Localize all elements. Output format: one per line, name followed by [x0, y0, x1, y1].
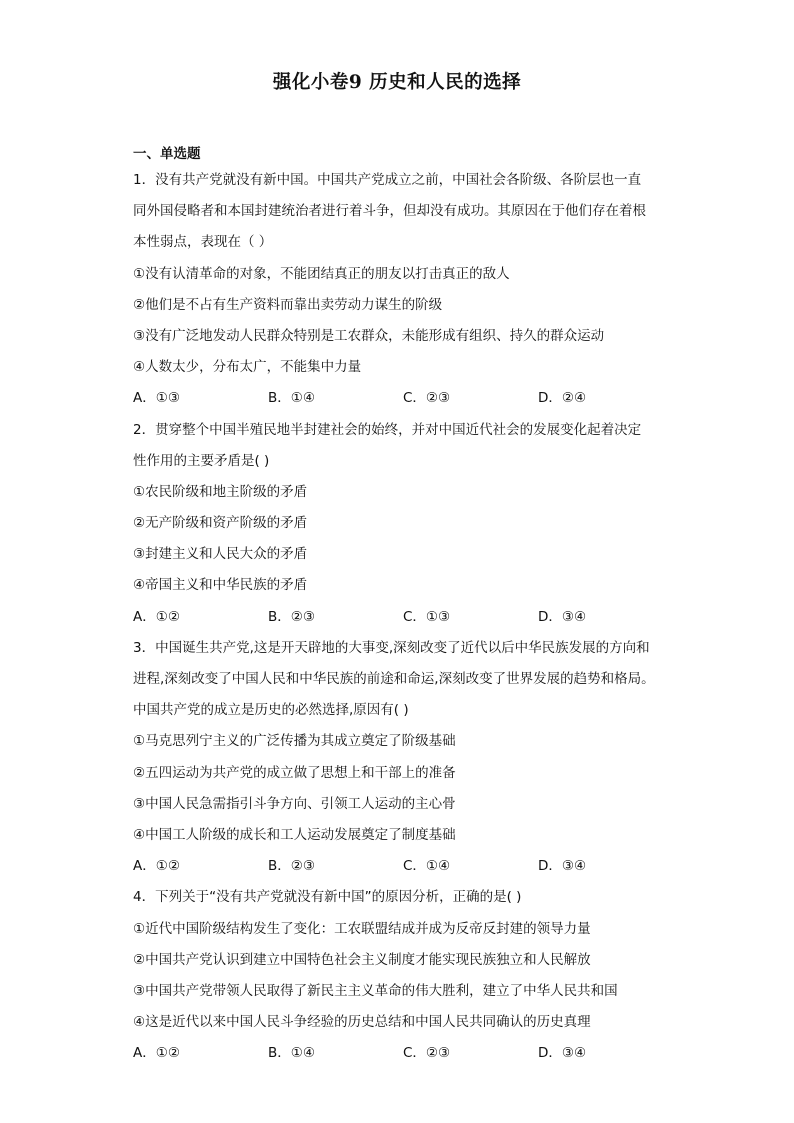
answer-options [133, 1038, 673, 1069]
question-stem: 2．贯穿整个中国半殖民地半封建社会的始终，并对中国近代社会的发展变化起着决定 [133, 421, 642, 438]
question-line: 中国共产党的成立是历史的必然选择,原因有( ) [133, 702, 409, 719]
question-line: ②五四运动为共产党的成立做了思想上和干部上的准备 [133, 764, 456, 781]
answer-option[interactable]: D．②④ [538, 390, 587, 407]
answer-option[interactable]: A．①② [133, 1045, 180, 1062]
question-line: ②无产阶级和资产阶级的矛盾 [133, 515, 308, 532]
question-line: 同外国侵略者和本国封建统治者进行着斗争，但却没有成功。其原因在于他们存在着根 [133, 203, 646, 220]
answer-option[interactable]: C．①③ [403, 608, 451, 625]
answer-option[interactable]: A．①② [133, 608, 180, 625]
answer-option[interactable]: B．①④ [268, 1045, 315, 1062]
question-stem: 4．下列关于“没有共产党就没有新中国”的原因分析，正确的是( ) [133, 889, 522, 906]
answer-option[interactable]: C．②③ [403, 390, 451, 407]
answer-option[interactable]: D．③④ [538, 858, 587, 875]
question-line: ①马克思列宁主义的广泛传播为其成立奠定了阶级基础 [133, 733, 456, 750]
answer-option[interactable]: D．③④ [538, 608, 587, 625]
question-line: ③中国人民急需指引斗争方向、引领工人运动的主心骨 [133, 795, 456, 812]
question-line: 本性弱点，表现在（ ） [133, 234, 273, 251]
question-line: ④人数太少，分布太广，不能集中力量 [133, 359, 362, 376]
answer-options [133, 383, 673, 414]
answer-options [133, 602, 673, 633]
page-title: 强化小卷9 历史和人民的选择 [272, 72, 522, 93]
answer-option[interactable]: D．③④ [538, 1045, 587, 1062]
question-line: ③封建主义和人民大众的矛盾 [133, 546, 308, 563]
question-line: ③中国共产党带领人民取得了新民主主义革命的伟大胜利，建立了中华人民共和国 [133, 982, 618, 999]
question-line: ②他们是不占有生产资料而靠出卖劳动力谋生的阶级 [133, 296, 443, 313]
answer-option[interactable]: B．②③ [268, 858, 315, 875]
question-stem: 3．中国诞生共产党,这是开天辟地的大事变,深刻改变了近代以后中华民族发展的方向和 [133, 639, 650, 656]
question-line: ④中国工人阶级的成长和工人运动发展奠定了制度基础 [133, 826, 456, 843]
question-block [133, 165, 673, 415]
question-line: 进程,深刻改变了中国人民和中华民族的前途和命运,深刻改变了世界发展的趋势和格局。 [133, 671, 655, 687]
question-block [133, 633, 673, 883]
question-line: ②中国共产党认识到建立中国特色社会主义制度才能实现民族独立和人民解放 [133, 951, 591, 968]
question-line: ①没有认清革命的对象，不能团结真正的朋友以打击真正的敌人 [133, 265, 510, 282]
question-block [133, 882, 673, 1069]
answer-option[interactable]: A．①③ [133, 390, 180, 407]
section-heading: 一、单选题 [133, 146, 201, 162]
question-line: ①近代中国阶级结构发生了变化：工农联盟结成并成为反帝反封建的领导力量 [133, 920, 591, 937]
answer-option[interactable]: B．②③ [268, 608, 315, 625]
question-stem: 1．没有共产党就没有新中国。中国共产党成立之前，中国社会各阶级、各阶层也一直 [133, 172, 642, 188]
answer-option[interactable]: C．①④ [403, 858, 451, 875]
question-line: ④帝国主义和中华民族的矛盾 [133, 577, 308, 594]
question-content [133, 143, 673, 1069]
question-line: ①农民阶级和地主阶级的矛盾 [133, 483, 308, 500]
answer-option[interactable]: C．②③ [403, 1045, 451, 1062]
answer-options [133, 851, 673, 882]
question-block [133, 415, 673, 633]
question-line: 性作用的主要矛盾是( ) [133, 452, 270, 469]
answer-option[interactable]: A．①② [133, 858, 180, 875]
question-line: ④这是近代以来中国人民斗争经验的历史总结和中国人民共同确认的历史真理 [133, 1014, 591, 1031]
answer-option[interactable]: B．①④ [268, 390, 315, 407]
question-line: ③没有广泛地发动人民群众特别是工农群众，未能形成有组织、持久的群众运动 [133, 327, 605, 344]
